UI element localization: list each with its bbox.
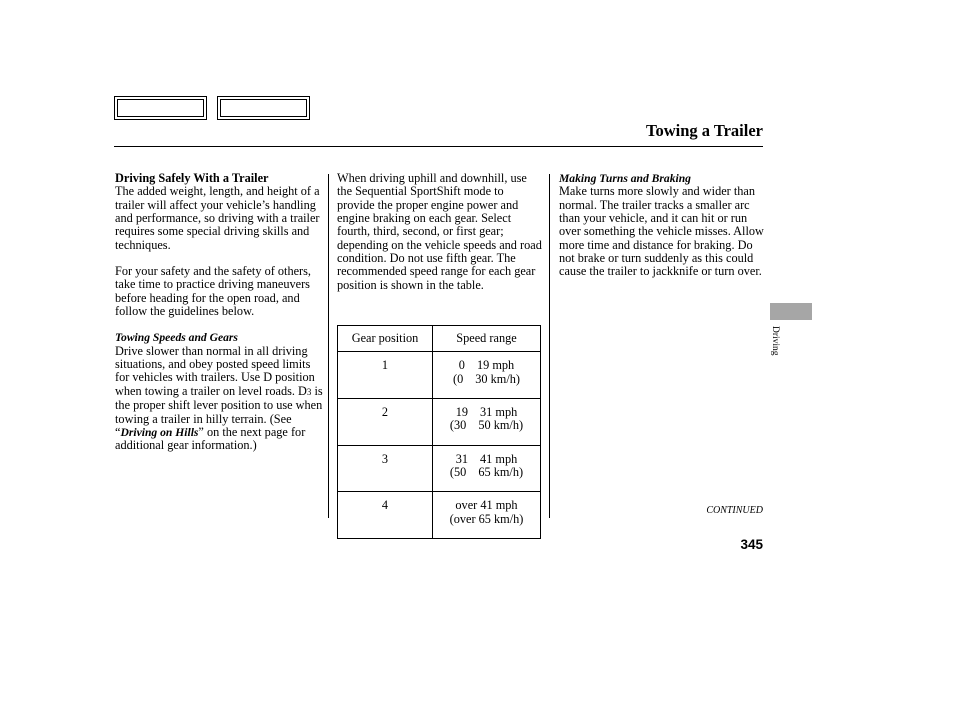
column-header: Speed range (433, 326, 541, 352)
paragraph: For your safety and the safety of others, take time to practice driving maneuvers before heading for the open road, and follow the guidelines below. (115, 264, 312, 319)
column-header: Gear position (338, 326, 433, 352)
subsection-heading: Towing Speeds and Gears (115, 331, 238, 345)
column-divider (328, 174, 329, 518)
table-row (338, 352, 541, 399)
table-header-row (338, 326, 541, 352)
subsection-heading: Making Turns and Braking (559, 172, 691, 185)
gear-cell: 1 (338, 352, 433, 399)
nav-button-next[interactable] (217, 96, 310, 120)
gear-speed-table (337, 325, 541, 539)
title-rule (114, 146, 763, 147)
gear-cell: 2 (338, 399, 433, 446)
page-title: Towing a Trailer (645, 121, 763, 140)
gear-cell: 4 (338, 492, 433, 539)
paragraph: Make turns more slowly and wider than normal. The trailer tracks a smaller arc than your vehicle, and it can hit or run over something the vehicle misses. Allow more time and distance for braking. Do not brake or turn suddenly as this could cause the trailer to jackknife or turn over. (559, 184, 764, 279)
speed-to: 31 mph (480, 405, 518, 420)
table-row (338, 492, 541, 539)
speed-to: 41 mph (480, 451, 518, 466)
speed-line: over 41 mph (455, 498, 518, 513)
paragraph: When driving uphill and downhill, use the Sequential SportShift mode to provide the proper engine power and engine braking on each gear. Select fourth, third, second, or first gear; depending on the vehicle speeds and road condition. Do not use fifth gear. The recommended speed range for each gear position is shown in the table. (337, 171, 542, 292)
table-row (338, 445, 541, 492)
speed-from: (0 (453, 371, 464, 386)
speed-cell (433, 445, 541, 492)
column-middle (337, 172, 543, 292)
speed-from: (50 (449, 465, 467, 480)
column-divider (549, 174, 550, 518)
column-left (115, 172, 327, 453)
speed-line: (over 65 km/h) (449, 511, 524, 526)
paragraph: The added weight, length, and height of a trailer will affect your vehicle’s handling and performance, so driving with a trailer requires some special driving skills and techniques. (115, 184, 320, 252)
table-row (338, 399, 541, 446)
speed-to: 50 km/h) (478, 418, 524, 433)
section-side-label: Driving (770, 326, 780, 356)
speed-from: 19 (455, 405, 469, 420)
speed-cell (433, 399, 541, 446)
text-run: Drive slower than normal in all driving situations, and obey posted speed limits for vehicles with trailers. Use D position when towing a trailer on level roads. D (115, 343, 315, 398)
nav-button-previous[interactable] (114, 96, 207, 120)
speed-from: (30 (449, 418, 467, 433)
speed-from: 0 (458, 358, 465, 373)
page-number: 345 (740, 537, 763, 552)
speed-to: 19 mph (476, 358, 515, 373)
cross-reference-link[interactable]: Driving on Hills (120, 425, 199, 439)
section-tab-marker (770, 303, 812, 320)
text-run: ” on the next page for additional gear information.) (115, 424, 306, 453)
speed-cell (433, 352, 541, 399)
gear-subscript: 3 (306, 386, 312, 397)
speed-cell (433, 492, 541, 539)
speed-to: 30 km/h) (475, 371, 520, 386)
paragraph (115, 345, 327, 453)
text-run: is the proper shift lever position to use when towing a trailer in hilly terrain. (See “ (115, 383, 323, 439)
section-heading: Driving Safely With a Trailer (115, 171, 269, 185)
speed-to: 65 km/h) (478, 465, 524, 480)
gear-cell: 3 (338, 445, 433, 492)
column-right (559, 172, 765, 279)
continued-label: CONTINUED (706, 505, 763, 516)
speed-from: 31 (455, 451, 469, 466)
